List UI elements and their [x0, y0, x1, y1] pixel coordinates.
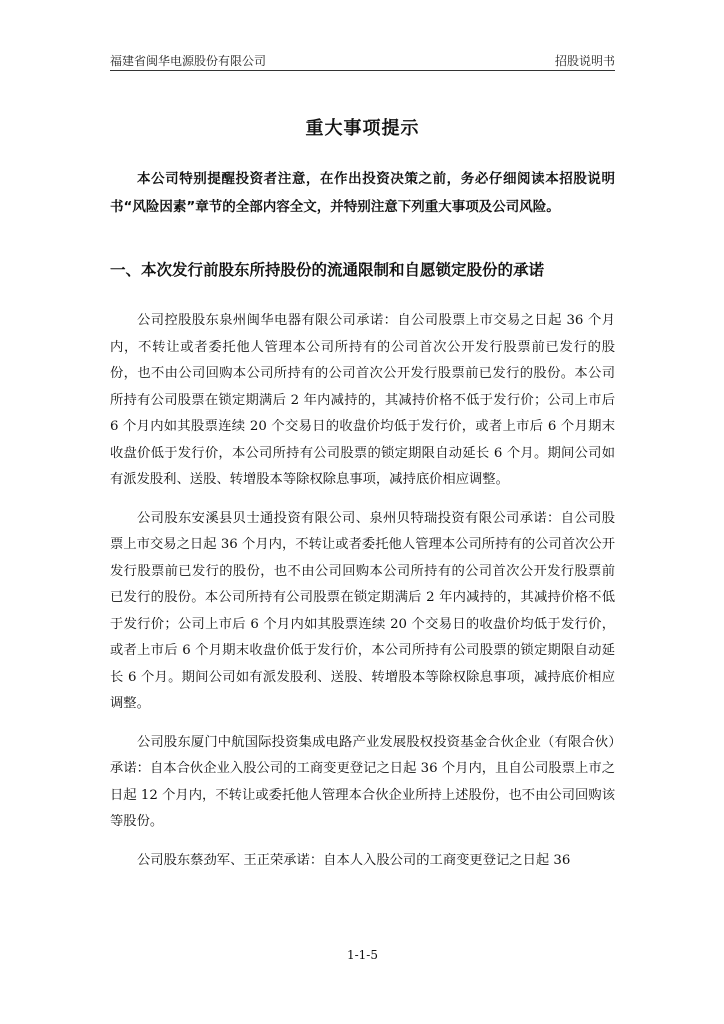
paragraph-shareholders-anxi-quanzhou: 公司股东安溪县贝士通投资有限公司、泉州贝特瑞投资有限公司承诺：自公司股票上市交易之日起 36 个月内，不转让或者委托他人管理本公司所持有的公司首次公开发行股票前已发行的股份，也不由公司回购本公司所持有的公司首次公开发行股票前已发行的股份。本公司所持有公司股票在锁定期满后 2 年内减持的，其减持价格不低于发行价；公司上市后 6 个月内如其股票连续 20 个交易日的收盘价均低于发行价，或者上市后 6 个月期末收盘价低于发行价，本公司所持有公司股票的锁定期限自动延长 6 个月。期间公司如有派发股利、送股、转增股本等除权除息事项，减持底价相应调整。	[110, 510, 615, 711]
paragraph-controlling-shareholder: 公司控股股东泉州闽华电器有限公司承诺：自公司股票上市交易之日起 36 个月内，不转让或者委托他人管理本公司所持有的公司首次公开发行股票前已发行的股份，也不由公司回购本公司所持有的公司首次公开发行股票前已发行的股份。本公司所持有公司股票在锁定期满后 2 年内减持的，其减持价格不低于发行价；公司上市后 6 个月内如其股票连续 20 个交易日的收盘价均低于发行价，或者上市后 6 个月期末收盘价低于发行价，本公司所持有公司股票的锁定期限自动延长 6 个月。期间公司如有派发股利、送股、转增股本等除权除息事项，减持底价相应调整。	[110, 313, 615, 487]
page-number: 1-1-5	[346, 948, 378, 962]
paragraph-individual-shareholders: 公司股东蔡劲军、王正荣承诺：自本人入股公司的工商变更登记之日起 36	[137, 852, 571, 868]
header-company-name: 福建省闽华电源股份有限公司	[110, 54, 267, 68]
section-body	[110, 308, 615, 886]
intro-paragraph: 本公司特别提醒投资者注意，在作出投资决策之前，务必仔细阅读本招股说明书“风险因素”章节的全部内容全文，并特别注意下列重大事项及公司风险。	[110, 171, 615, 215]
page-header	[110, 52, 615, 70]
header-document-type: 招股说明书	[554, 54, 615, 68]
page-title: 重大事项提示	[305, 118, 420, 139]
paragraph-shareholder-fund: 公司股东厦门中航国际投资集成电路产业发展股权投资基金合伙企业（有限合伙）承诺：自本合伙企业入股公司的工商变更登记之日起 36 个月内，且自公司股票上市之日起 12 个月内，不转让或委托他人管理本合伙企业所持上述股份，也不由公司回购该等股份。	[110, 734, 615, 829]
section-heading: 一、本次发行前股东所持股份的流通限制和自愿锁定股份的承诺	[110, 261, 545, 279]
header-divider	[110, 70, 615, 71]
